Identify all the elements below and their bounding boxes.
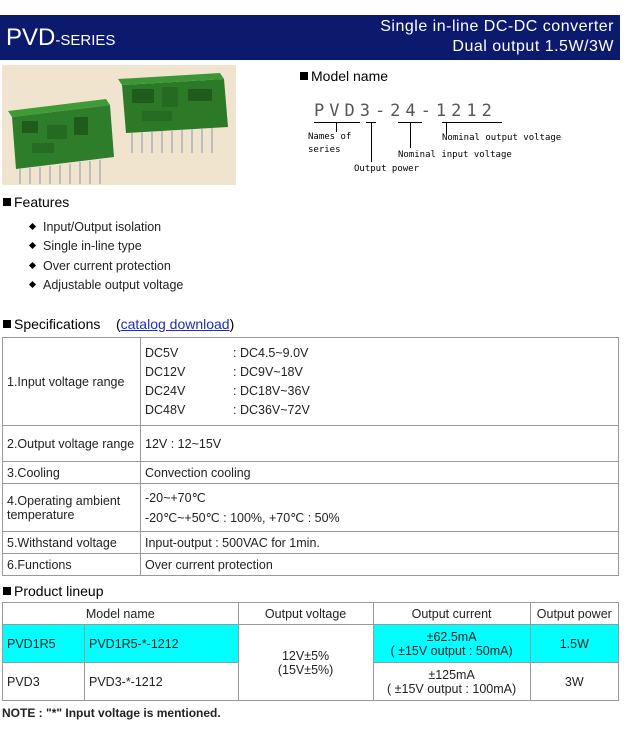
spec-label: 6.Functions [3,554,141,576]
input-range-row [145,382,614,401]
spec-value [141,338,619,426]
output-current-alt: ( ±15V output : 50mA) [390,643,513,658]
input-range-key: DC12V [145,364,186,379]
spec-label: 2.Output voltage range [3,426,141,462]
note-text: NOTE : "*" Input voltage is mentioned. [2,706,221,720]
diamond-bullet-icon [29,223,36,230]
input-range-row [145,363,614,382]
header-line1: Single in-line DC-DC converter [380,18,614,35]
square-bullet-icon [3,587,11,595]
model-code: PVD3-24-1212 [314,101,497,121]
input-range-key: DC48V [145,402,186,417]
spec-value: Convection cooling [141,462,619,484]
product-photo [2,65,236,185]
output-current-cell [373,663,530,701]
temp-range: -20~+70℃ [145,490,206,505]
output-voltage-cell [238,625,373,701]
features-list [30,218,183,295]
diamond-bullet-icon [29,242,36,249]
output-current-alt: ( ±15V output : 100mA) [387,681,517,696]
feature-item [30,237,183,256]
output-voltage-value: 12V±5% [281,648,330,663]
series-cell: PVD1R5 [3,625,85,663]
feature-item [30,257,183,276]
series-cell: PVD3 [3,663,85,701]
specifications-title: Specifications [14,316,101,332]
square-bullet-icon [3,198,11,206]
series-title [6,24,115,52]
spec-label: 1.Input voltage range [3,338,141,426]
output-power-cell: 3W [530,663,618,701]
model-name-diagram [300,95,620,185]
header-output-power: Output power [530,603,618,625]
label-names-of-series: Names of series [308,132,352,155]
features-heading [3,194,69,210]
feature-item [30,218,183,237]
output-voltage-alt: (15V±5%) [277,662,334,677]
spec-row-input-range [3,338,619,426]
product-lineup-heading [3,583,104,599]
lineup-header-row [3,603,619,625]
diamond-bullet-icon [29,262,36,269]
spec-label: 5.Withstand voltage [3,532,141,554]
header-output-current: Output current [373,603,530,625]
spec-label: 4.Operating ambient temperature [3,484,141,532]
spec-row-output-range [3,426,619,462]
header-description [380,17,614,57]
spec-label: 3.Cooling [3,462,141,484]
specifications-heading: Specifications (catalog download) [3,316,234,332]
input-range-value: : DC18V~36V [233,383,310,398]
output-current-cell [373,625,530,663]
series-main: PVD [6,24,56,51]
label-output-power: Output power [354,164,420,174]
input-range-value: : DC36V~72V [233,402,310,417]
output-power-cell: 1.5W [530,625,618,663]
spec-value: Input-output : 500VAC for 1min. [141,532,619,554]
series-header [0,15,620,60]
input-range-value: : DC4.5~9.0V [233,345,309,360]
header-line2: Dual output 1.5W/3W [452,38,614,55]
label-nominal-output-voltage: Nominal output voltage [442,133,562,143]
feature-text: Over current protection [43,258,171,273]
input-range-key: DC24V [145,383,186,398]
feature-text: Single in-line type [43,239,142,254]
output-current-value: ±62.5mA [426,629,477,644]
header-output-voltage: Output voltage [238,603,373,625]
header-model-name: Model name [3,603,239,625]
model-name-title: Model name [311,68,389,84]
square-bullet-icon [3,320,11,328]
label-nominal-input-voltage: Nominal input voltage [398,150,512,160]
spec-row-withstand [3,532,619,554]
feature-text: Adjustable output voltage [43,277,184,292]
product-lineup-table [2,602,619,701]
spec-row-temperature [3,484,619,532]
spec-row-functions [3,554,619,576]
catalog-download-link[interactable]: catalog download [120,316,230,332]
series-sub: -SERIES [55,32,116,49]
model-name-heading [300,68,388,84]
input-range-row [145,401,614,420]
model-cell: PVD1R5-*-1212 [85,625,239,663]
diamond-bullet-icon [29,281,36,288]
model-cell: PVD3-*-1212 [85,663,239,701]
lineup-row-pvd1r5 [3,625,619,663]
input-range-key: DC5V [145,345,179,360]
feature-item [30,276,183,295]
temp-derating: -20℃~+50℃ : 100%, +70℃ : 50% [145,510,340,525]
input-range-row [145,344,614,363]
features-title: Features [14,194,70,210]
specifications-table [2,337,619,576]
product-lineup-title: Product lineup [14,583,104,599]
spec-value: 12V : 12~15V [141,426,619,462]
spec-row-cooling [3,462,619,484]
square-bullet-icon [300,72,308,80]
input-range-value: : DC9V~18V [233,364,303,379]
spec-value [141,484,619,532]
spec-value: Over current protection [141,554,619,576]
feature-text: Input/Output isolation [43,220,162,234]
output-current-value: ±125mA [428,667,475,682]
